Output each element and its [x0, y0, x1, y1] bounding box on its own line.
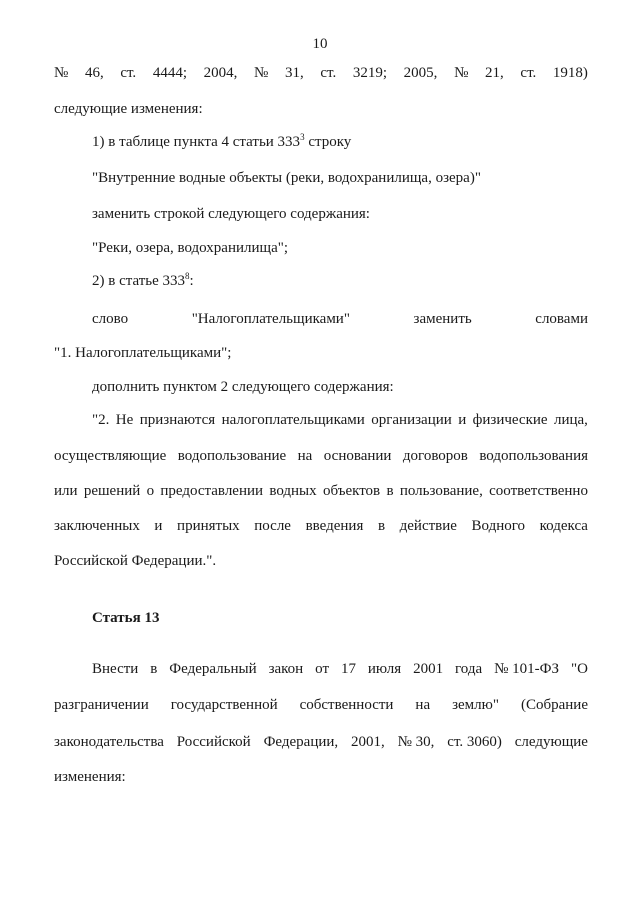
word: закон	[268, 661, 304, 677]
word: Российской	[176, 734, 251, 750]
word: осуществляющие	[54, 448, 167, 464]
word: ст.	[120, 65, 137, 81]
word: и	[458, 412, 467, 428]
word: 31,	[284, 65, 304, 81]
point2-line1	[92, 411, 588, 429]
article-heading: Статья 13	[92, 610, 160, 626]
word: июля	[367, 661, 402, 677]
point2-line2	[54, 447, 588, 465]
word: ст.	[320, 65, 337, 81]
paragraph1-line1	[54, 64, 588, 82]
word: землю"	[452, 697, 499, 713]
word-line	[92, 310, 588, 328]
word: 3219;	[352, 65, 388, 81]
word: водных	[269, 483, 317, 499]
article-line3	[54, 733, 588, 751]
point2-line3	[54, 482, 588, 500]
replace-line: заменить строкой следующего содержания:	[92, 206, 370, 222]
word: после	[254, 518, 291, 534]
word: 4444;	[152, 65, 187, 81]
word: соответственно	[489, 483, 588, 499]
word: (Собрание	[520, 697, 588, 713]
word: 46,	[84, 65, 104, 81]
word-line-continuation: "1. Налогоплательщиками";	[54, 345, 232, 361]
word: законодательства	[54, 734, 164, 750]
word: № 30,	[397, 734, 435, 750]
word: 1918)	[552, 65, 588, 81]
word: введения	[305, 518, 364, 534]
word: на	[297, 448, 313, 464]
word: 2004,	[203, 65, 238, 81]
page-number: 10	[312, 36, 328, 52]
word: в	[150, 661, 158, 677]
word: организации	[371, 412, 452, 428]
word: 2001	[413, 661, 444, 677]
word: Водного	[471, 518, 526, 534]
word: физические	[472, 412, 548, 428]
point2-line4	[54, 517, 588, 535]
word: решений	[83, 483, 141, 499]
quote-old: "Внутренние водные объекты (реки, водохранилища, озера)"	[92, 170, 481, 186]
word: водопользование	[177, 448, 287, 464]
word: следующие	[514, 734, 588, 750]
word: №	[54, 65, 69, 81]
word: пользование,	[399, 483, 483, 499]
word: действие	[399, 518, 457, 534]
point2-line5: Российской Федерации.".	[54, 553, 217, 569]
word: кодекса	[539, 518, 588, 534]
word: основании	[323, 448, 392, 464]
word: или	[54, 483, 78, 499]
word: налогоплательщиками	[221, 412, 365, 428]
word: государственной	[170, 697, 278, 713]
word: в	[386, 483, 394, 499]
word: признаются	[139, 412, 216, 428]
word: №	[254, 65, 269, 81]
word: 17	[340, 661, 356, 677]
word: принятых	[177, 518, 240, 534]
word: объектов	[322, 483, 381, 499]
paragraph1-line2: следующие изменения:	[54, 101, 203, 117]
word: водопользования	[479, 448, 588, 464]
word: Федеральный	[169, 661, 257, 677]
word: Не	[115, 412, 134, 428]
word: "2.	[92, 412, 110, 428]
word: Федерации,	[263, 734, 339, 750]
word: заключенных	[54, 518, 140, 534]
word: 2005,	[403, 65, 438, 81]
word: 2001,	[351, 734, 385, 750]
word: №	[454, 65, 469, 81]
word: "Налогоплательщиками"	[191, 311, 350, 327]
word: от	[315, 661, 330, 677]
item2-text: 2) в статье 333	[92, 273, 186, 289]
word: собственности	[299, 697, 394, 713]
word: слово	[92, 311, 129, 327]
word: № 101-ФЗ	[494, 661, 560, 677]
word: ст.	[520, 65, 537, 81]
item2-superscript: 8	[185, 271, 190, 281]
word: Внести	[92, 661, 139, 677]
word: словами	[535, 311, 588, 327]
supplement-line: дополнить пунктом 2 следующего содержания:	[92, 379, 394, 395]
word: и	[154, 518, 163, 534]
article-line4: изменения:	[54, 769, 126, 785]
item1-superscript: 3	[300, 132, 305, 142]
word: 21,	[485, 65, 504, 81]
word: в	[377, 518, 386, 534]
item1-text-after: строку	[304, 134, 352, 150]
word: "О	[570, 661, 588, 677]
word: разграничении	[54, 697, 149, 713]
word: заменить	[413, 311, 472, 327]
item2-line	[92, 272, 588, 290]
item1-text: 1) в таблице пункта 4 статьи 333	[92, 134, 301, 150]
word: на	[415, 697, 431, 713]
quote-new: "Реки, озера, водохранилища";	[92, 240, 289, 256]
word: года	[455, 661, 483, 677]
word: о	[146, 483, 155, 499]
word: лица,	[553, 412, 588, 428]
article-line1	[92, 660, 588, 678]
word: договоров	[402, 448, 468, 464]
item2-text-after: :	[189, 273, 194, 289]
article-line2	[54, 696, 588, 714]
word: ст. 3060)	[447, 734, 502, 750]
word: предоставлении	[160, 483, 264, 499]
item1-line	[92, 133, 588, 151]
